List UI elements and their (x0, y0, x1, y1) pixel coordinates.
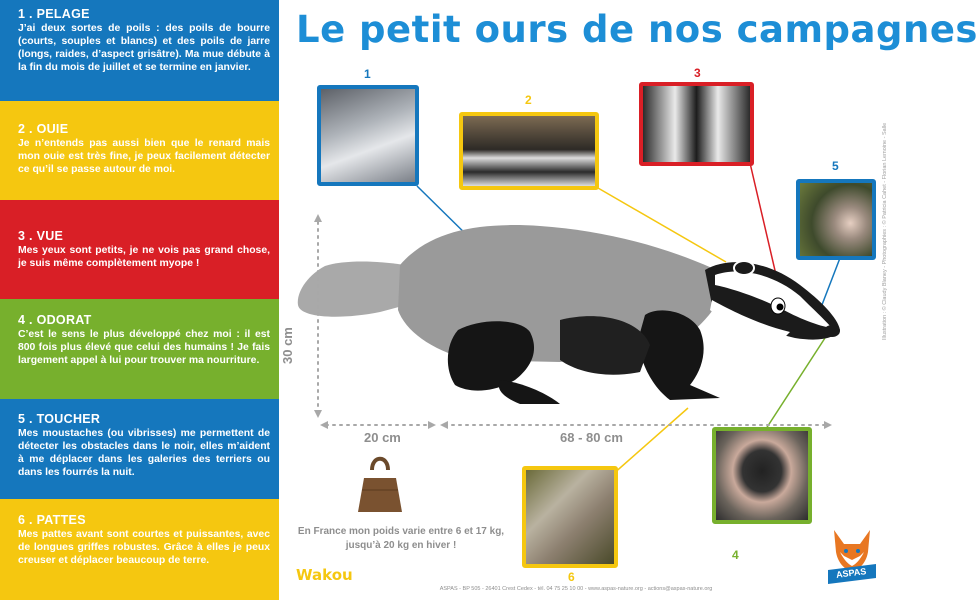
photo-whiskers (796, 179, 876, 260)
height-label: 30 cm (280, 327, 295, 364)
panel-title: 6 . PATTES (18, 513, 86, 527)
footer-address: ASPAS - BP 505 - 26401 Crest Cedex - tél. 04 75 25 10 00 - www.aspas-nature.org - actions@aspas-nature.org (439, 586, 713, 592)
panel-title: 2 . OUIE (18, 122, 69, 136)
photo-credits: Illustration : © Claudy Blaney - Photographies : © Patricia Cahet - Florian Lemoine - Salle (882, 122, 888, 340)
wakou-logo: Wakou (296, 566, 353, 584)
badger-front-leg (638, 310, 720, 400)
tail-length-label: 20 cm (364, 430, 401, 445)
aspas-logo-text: ASPAS (835, 566, 867, 580)
badger-hind-foot (499, 380, 560, 404)
connector-line-4 (762, 338, 825, 435)
badger-nose (824, 325, 840, 337)
photo-number-6: 6 (568, 570, 575, 584)
panel-title: 4 . ODORAT (18, 313, 92, 327)
photo-fur (317, 85, 419, 186)
body-length-label: 68 - 80 cm (560, 430, 623, 445)
panel-title: 3 . VUE (18, 229, 64, 243)
photo-paw (522, 466, 618, 568)
panel-text: Mes pattes avant sont courtes et puissantes, avec de longues griffes robustes. Grâce à elles je peux creuser et déplacer beaucoup de terre. (18, 529, 270, 566)
photo-number-3: 3 (694, 66, 701, 80)
panel-text: C’est le sens le plus développé chez moi : il est 800 fois plus élevé que celui des humains ! Je fais largement appel à lui pour trouver ma nourriture. (18, 329, 270, 366)
badger-ear (734, 261, 754, 275)
connector-line-6 (612, 408, 688, 475)
connector-line-5 (820, 258, 840, 310)
photo-number-4: 4 (732, 548, 739, 562)
panel-text: J’ai deux sortes de poils : des poils de bourre (courts, souples et blancs) et des poils de jarre (longs, raides, d’aspect grisâtre). Ma mue débute à la fin du mois de juillet et se termine en janvier. (18, 23, 270, 73)
panel-title: 5 . TOUCHER (18, 412, 101, 426)
weight-text: En France mon poids varie entre 6 et 17 kg, jusqu’à 20 kg en hiver ! (297, 526, 505, 551)
panel-title: 1 . PELAGE (18, 7, 90, 21)
badger-hind-leg (448, 321, 534, 390)
panel-text: Mes moustaches (ou vibrisses) me permettent de détecter les obstacles dans le noir, elles m’aident à me déplacer dans les galeries des terriers ou dans les fourrés la nuit. (18, 428, 270, 478)
photo-nose (712, 427, 812, 524)
photo-number-5: 5 (832, 159, 839, 173)
panel-text: Mes yeux sont petits, je ne vois pas grand chose, je suis même complètement myope ! (18, 245, 270, 269)
photo-ears (459, 112, 599, 190)
aspas-logo (826, 524, 878, 586)
photo-number-2: 2 (525, 93, 532, 107)
panel-text: Je n’entends pas aussi bien que le renard mais mon ouie est très fine, je peux facilement détecter ce qu’il se passe autour de moi. (18, 138, 270, 175)
page-title: Le petit ours de nos campagnes (296, 8, 978, 51)
weight-icon (358, 459, 402, 512)
photo-number-1: 1 (364, 67, 371, 81)
photo-eyes (639, 82, 754, 166)
